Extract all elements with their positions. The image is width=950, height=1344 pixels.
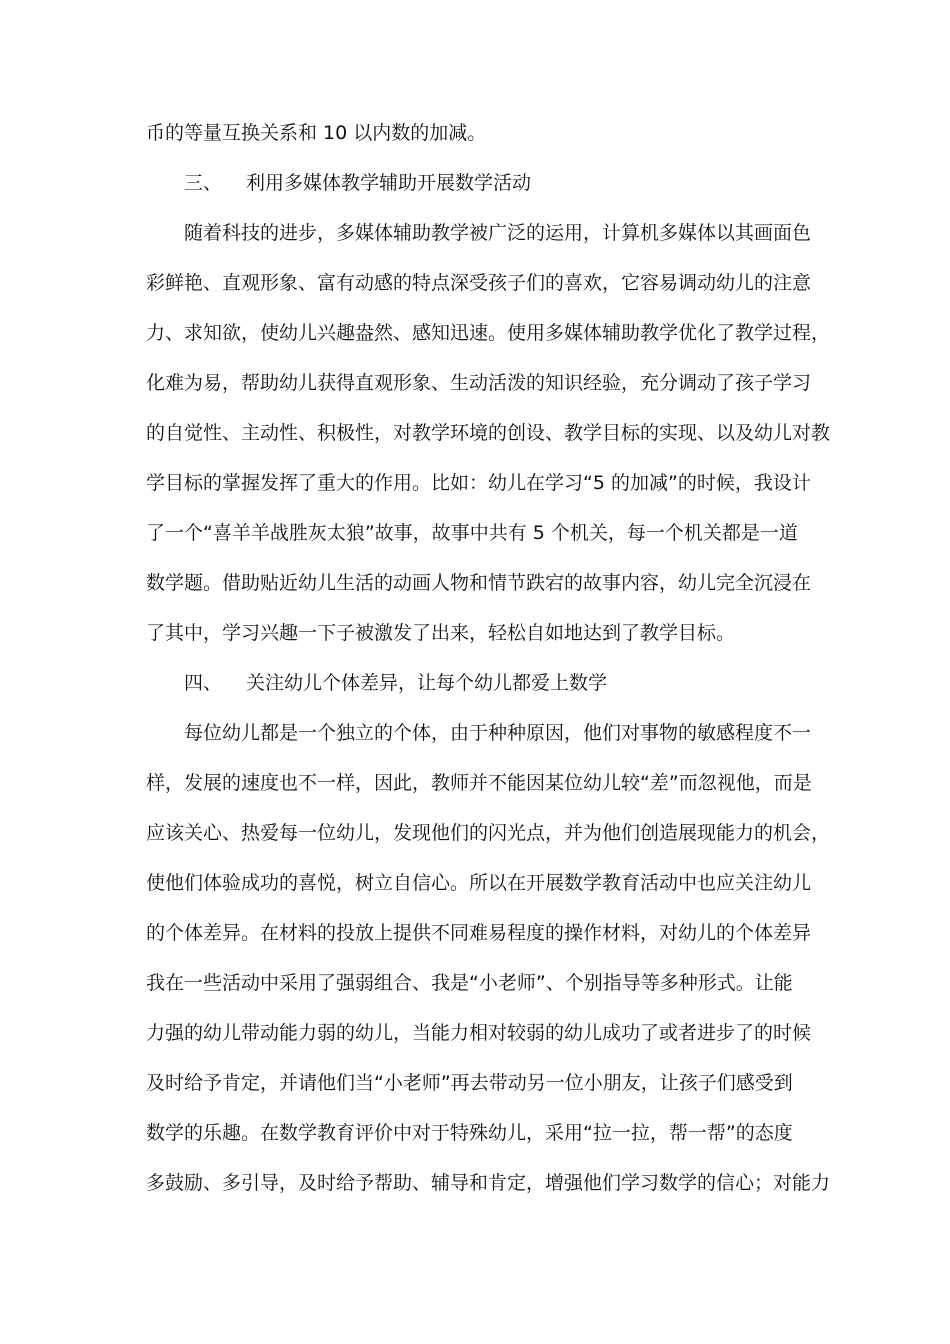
paragraph-line: 的自觉性、主动性、积极性，对教学环境的创设、教学目标的实现、以及幼儿对教 <box>146 422 831 444</box>
paragraph-line: 样，发展的速度也不一样，因此，教师并不能因某位幼儿较“差”而忽视他，而是 <box>146 772 812 794</box>
section-number: 三、 <box>184 172 223 194</box>
paragraph-line: 力强的幼儿带动能力弱的幼儿，当能力相对较弱的幼儿成功了或者进步了的时候 <box>146 1022 812 1044</box>
paragraph-line: 彩鲜艳、直观形象、富有动感的特点深受孩子们的喜欢，它容易调动幼儿的注意 <box>146 272 812 294</box>
paragraph-line: 学目标的掌握发挥了重大的作用。比如：幼儿在学习“5 的加减”的时候，我设计 <box>146 472 811 494</box>
document-body <box>146 113 831 1213</box>
section-number: 四、 <box>184 672 223 694</box>
section-heading <box>146 163 810 213</box>
paragraph-line: 的个体差异。在材料的投放上提供不同难易程度的操作材料，对幼儿的个体差异 <box>146 922 812 944</box>
paragraph-line: 了一个“喜羊羊战胜灰太狼”故事，故事中共有 5 个机关，每一个机关都是一道 <box>146 522 798 544</box>
paragraph-line: 及时给予肯定，并请他们当“小老师”再去带动另一位小朋友，让孩子们感受到 <box>146 1072 793 1094</box>
section-heading <box>146 663 810 713</box>
paragraph-line: 数学的乐趣。在数学教育评价中对于特殊幼儿，采用“拉一拉，帮一帮”的态度 <box>146 1122 793 1144</box>
section-title: 关注幼儿个体差异，让每个幼儿都爱上数学 <box>246 672 608 694</box>
paragraph-line: 币的等量互换关系和 10 以内数的加减。 <box>146 122 487 144</box>
paragraph-line: 使他们体验成功的喜悦，树立自信心。所以在开展数学教育活动中也应关注幼儿 <box>146 872 812 894</box>
paragraph-first-line: 每位幼儿都是一个独立的个体，由于种种原因，他们对事物的敏感程度不一 <box>184 722 812 744</box>
paragraph-line: 力、求知欲，使幼儿兴趣盎然、感知迅速。使用多媒体辅助教学优化了教学过程， <box>146 322 831 344</box>
paragraph-line: 应该关心、热爱每一位幼儿，发现他们的闪光点，并为他们创造展现能力的机会， <box>146 822 831 844</box>
section-title: 利用多媒体教学辅助开展数学活动 <box>246 172 532 194</box>
paragraph-line: 数学题。借助贴近幼儿生活的动画人物和情节跌宕的故事内容，幼儿完全沉浸在 <box>146 572 812 594</box>
paragraph-line: 化难为易，帮助幼儿获得直观形象、生动活泼的知识经验，充分调动了孩子学习 <box>146 372 812 394</box>
paragraph-line: 了其中，学习兴趣一下子被激发了出来，轻松自如地达到了教学目标。 <box>146 622 736 644</box>
paragraph-line: 我在一些活动中采用了强弱组合、我是“小老师”、个别指导等多种形式。让能 <box>146 972 793 994</box>
paragraph-first-line: 随着科技的进步，多媒体辅助教学被广泛的运用，计算机多媒体以其画面色 <box>184 222 812 244</box>
paragraph-line: 多鼓励、多引导，及时给予帮助、辅导和肯定，增强他们学习数学的信心；对能力 <box>146 1172 831 1194</box>
